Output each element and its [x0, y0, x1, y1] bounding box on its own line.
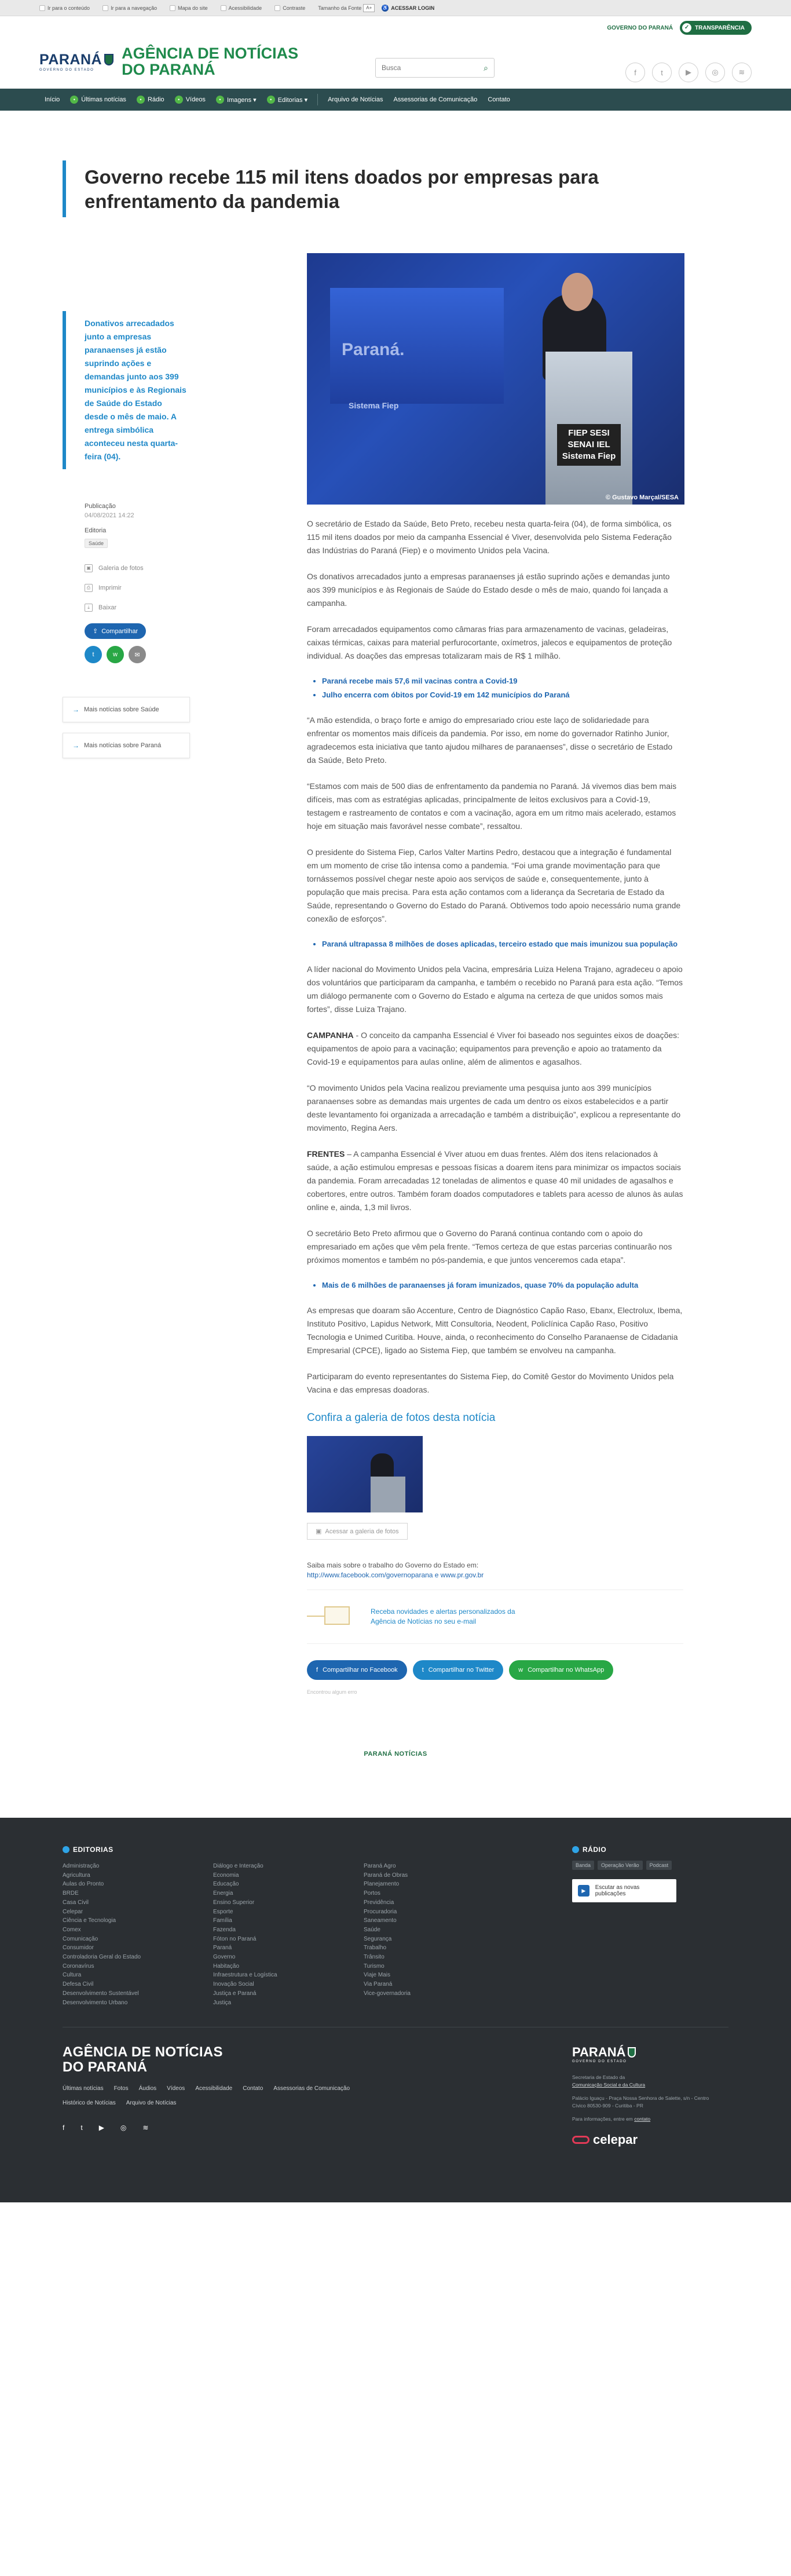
twitter-share-icon[interactable]: t — [85, 646, 102, 663]
footer-editoria-link[interactable]: Casa Civil — [63, 1899, 89, 1906]
accessibility-link-label: Contraste — [283, 5, 306, 11]
tool-2[interactable] — [85, 604, 190, 612]
footer-editoria-link[interactable]: Cultura — [63, 1972, 82, 1979]
nav-item[interactable] — [170, 89, 211, 111]
transparency-label: TRANSPARÊNCIA — [695, 24, 745, 31]
footer-editoria-link[interactable]: Turismo — [364, 1963, 384, 1970]
related-news-2 — [322, 938, 708, 950]
related-news-link[interactable]: • Mais de 6 milhões de paranaenses já foram imunizados, quase 70% da população adulta — [322, 1280, 681, 1291]
article-meta — [63, 503, 190, 663]
footer-editoria-link[interactable]: Esporte — [213, 1908, 233, 1915]
footer-seal-icon — [628, 2047, 636, 2058]
footer-editoria-link[interactable]: Desenvolvimento Sustentável — [63, 1990, 139, 1997]
paragraph-text: O secretário Beto Preto afirmou que o Governo do Paraná continua contando com o apoio do empresariado em ações que vêm pela frente. “Temos certeza de que estas parcerias continuarão nos próximos momentos e também no pós-pandemia, e que juntos venceremos cada etapa”. — [307, 1229, 672, 1265]
arrow-right-icon: → — [72, 706, 79, 714]
footer-editoria-link[interactable]: Ensino Superior — [213, 1899, 255, 1906]
footer-secretaria — [572, 2074, 717, 2123]
nav-item-label: Rádio — [147, 96, 164, 103]
footer-link[interactable]: Histórico de Notícias — [63, 2100, 116, 2107]
nav-secondary-item[interactable]: Arquivo de Notícias — [328, 96, 383, 103]
logo-word: PARANÁ — [39, 51, 102, 68]
footer-editoria-link[interactable]: Vice-governadoria — [364, 1990, 411, 1997]
footer-editoria-link[interactable]: Paraná Agro — [364, 1863, 396, 1869]
paragraph-text: As empresas que doaram são Accenture, Centro de Diagnóstico Capão Raso, Ebanx, Electrolux, Ibema, Instituto Positivo, Lapidus Network, Mitt Consultoria, Neodent, Policlínica Capão Raso, Positivo Tecnologia e Unimed Curitiba. Houve, ainda, o reconhecimento do Conselho Paranaense de Cidadania Empresarial (CPCE), ligado ao Sistema Fiep, que também se envolveu na campanha. — [307, 1306, 683, 1355]
gallery-button-label: Acessar a galeria de fotos — [325, 1528, 399, 1535]
facebook-icon[interactable]: f — [625, 63, 645, 82]
agency-title-line1: AGÊNCIA DE NOTÍCIAS — [122, 45, 299, 62]
know-more — [307, 1561, 708, 1580]
facebook-share-button[interactable] — [307, 1660, 407, 1680]
photo-sistema-text: Sistema Fiep — [349, 401, 399, 410]
twitter-icon[interactable]: t — [652, 63, 672, 82]
accessibility-link-icon — [274, 5, 280, 11]
editoria-badge[interactable]: Saúde — [85, 539, 108, 548]
footer-editoria-link[interactable]: Administração — [63, 1863, 100, 1869]
share-bottom — [307, 1660, 708, 1680]
footer-editoria-link[interactable]: Governo — [213, 1954, 236, 1961]
nav-item-label: Últimas notícias — [81, 96, 126, 103]
tool-0[interactable] — [85, 564, 190, 572]
related-news-link[interactable]: • Paraná ultrapassa 8 milhões de doses aplicadas, terceiro estado que mais imunizou sua população — [322, 938, 681, 950]
nav-item[interactable] — [262, 89, 313, 111]
footer-editoria-link[interactable]: Planejamento — [364, 1881, 400, 1888]
tool-1[interactable] — [85, 584, 190, 592]
play-icon: ▶ — [578, 1885, 589, 1897]
footer-editoria-link[interactable]: Coronavírus — [63, 1963, 94, 1970]
accessibility-link-label: Mapa do site — [178, 5, 208, 11]
agency-title-line2: DO PARANÁ — [122, 61, 215, 78]
footer-link[interactable]: Contato — [243, 2085, 263, 2092]
sidebar-share — [85, 623, 190, 663]
paragraph-text: “O movimento Unidos pela Vacina realizou previamente uma pesquisa junto aos 399 municípios paranaenses sobre as demandas mais urgentes de cada um dentro os eixos estabelecidos e a partir deste levantamento foi organizada a arrecadação e também a distribuição”, explicou a representante do movimento, Regina Aers. — [307, 1083, 681, 1132]
whatsapp-icon: w — [518, 1667, 523, 1674]
footer-address: Palácio Iguaçu - Praça Nossa Senhora de Salette, s/n - Centro Cívico 80530-909 - Curitiba - PR — [572, 2095, 709, 2109]
gov-link[interactable]: GOVERNO DO PARANÁ — [607, 24, 673, 31]
article-paragraph — [307, 963, 683, 1016]
footer-editoria-link[interactable]: Aulas do Pronto — [63, 1881, 104, 1888]
nav-item-label: Editorias ▾ — [277, 96, 308, 104]
accessibility-link[interactable] — [170, 5, 208, 11]
envelope-icon — [307, 1604, 353, 1629]
footer-editoria-link[interactable]: Comex — [63, 1926, 81, 1933]
footer-agency-line1: AGÊNCIA DE NOTÍCIAS — [63, 2044, 223, 2060]
newsletter-text: Receba novidades e alertas personalizados da Agência de Notícias no seu e-mail — [371, 1607, 515, 1625]
related-news-3 — [322, 1280, 708, 1291]
header-social — [625, 63, 752, 82]
radio-card[interactable] — [572, 1879, 676, 1902]
radio-heading — [572, 1846, 717, 1854]
footer-editoria-link[interactable]: Comunicação — [63, 1935, 98, 1942]
footer-link[interactable]: Fotos — [113, 2085, 129, 2092]
login-label: ACESSAR LOGIN — [391, 5, 435, 11]
search-box — [375, 58, 495, 78]
footer-editoria-link[interactable]: Celepar — [63, 1908, 83, 1915]
twitter-icon: t — [422, 1667, 424, 1674]
related-news-link[interactable]: • Julho encerra com óbitos por Covid-19 em 142 municípios do Paraná — [322, 689, 681, 701]
share-button-label: Compartilhar no Twitter — [428, 1667, 495, 1674]
nav-item-label: Início — [45, 96, 60, 103]
gallery-thumbnail[interactable] — [307, 1436, 423, 1512]
nav-item-icon: • — [216, 96, 224, 104]
seal-icon — [104, 54, 113, 65]
gallery-podium — [371, 1477, 405, 1512]
accessibility-link-icon — [170, 5, 175, 11]
title-block — [63, 160, 647, 217]
nav-item-icon: • — [137, 96, 145, 104]
know-more-links[interactable]: http://www.facebook.com/governoparana e www.pr.gov.br — [307, 1571, 484, 1579]
editoria-label: Editoria — [85, 527, 107, 534]
whatsapp-share-button[interactable] — [509, 1660, 613, 1680]
footer-editoria-link[interactable]: BRDE — [63, 1890, 79, 1897]
footer-editoria-link[interactable]: Economia — [213, 1872, 239, 1879]
newsletter-banner[interactable] — [307, 1590, 683, 1644]
radio-section — [572, 1846, 717, 2007]
instagram-icon[interactable]: ◎ — [705, 63, 725, 82]
footer-editoria-link[interactable]: Previdência — [364, 1899, 394, 1906]
nav-secondary-item[interactable]: Assessorias de Comunicação — [393, 96, 478, 103]
photo-podium-text: FIEP SESI SENAI IEL Sistema Fiep — [557, 424, 621, 466]
paragraph-lead: CAMPANHA — [307, 1031, 354, 1040]
agency-title — [122, 45, 298, 78]
site-footer — [0, 1818, 791, 2202]
article — [39, 160, 752, 1757]
footer-link[interactable]: Últimas notícias — [63, 2085, 104, 2092]
gallery-button[interactable] — [307, 1523, 408, 1540]
nav-separator — [317, 94, 318, 105]
radio-tag[interactable]: Banda — [572, 1861, 594, 1870]
footer-agency[interactable] — [63, 2045, 572, 2075]
whatsapp-share-icon[interactable]: w — [107, 646, 124, 663]
nav-item-icon: • — [70, 96, 78, 104]
agency-mark: PARANÁ NOTÍCIAS — [364, 1751, 427, 1757]
gallery-icon: ▣ — [85, 564, 93, 572]
gallery-link[interactable]: Confira a galeria de fotos desta notícia — [307, 1412, 496, 1424]
main-navigation — [0, 89, 791, 111]
brand[interactable] — [39, 45, 298, 78]
article-paragraph — [307, 714, 683, 767]
font-size-label: Tamanho da Fonte — [318, 5, 362, 11]
footer-editoria-link[interactable]: Saneamento — [364, 1917, 397, 1924]
editorias-heading — [63, 1846, 572, 1854]
accessibility-link[interactable] — [221, 5, 262, 11]
paragraph-text: Os donativos arrecadados junto a empresas paranaenses já estão suprindo ações e demandas junto aos 399 municípios e às Regionais de Saúde do Estado desde o mês de maio, quando foi lançada a campanha. — [307, 572, 670, 608]
article-paragraph — [307, 1227, 683, 1267]
article-paragraph — [307, 1304, 683, 1357]
accessibility-link[interactable] — [274, 5, 305, 11]
footer-link[interactable]: Vídeos — [167, 2085, 185, 2092]
site-header — [0, 16, 791, 89]
more-news-label: Mais notícias sobre Saúde — [84, 706, 159, 713]
photo-person-head — [562, 273, 593, 311]
footer-parana-logo[interactable] — [572, 2045, 717, 2060]
article-paragraph — [307, 1370, 683, 1397]
photo-screen-text: Paraná. — [342, 340, 405, 359]
footer-editoria-link[interactable]: Inovação Social — [213, 1981, 254, 1988]
share-icon: ⇪ — [93, 628, 98, 635]
nav-item[interactable] — [65, 89, 131, 111]
radio-card-label: Escutar as novas publicações — [595, 1884, 640, 1897]
footer-editoria-link[interactable]: Ciência e Tecnologia — [63, 1917, 116, 1924]
related-news-link[interactable]: • Paraná recebe mais 57,6 mil vacinas contra a Covid-19 — [322, 675, 681, 687]
secretaria-label: Secretaria de Estado da — [572, 2074, 625, 2081]
radio-tag[interactable]: Operação Verão — [598, 1861, 643, 1870]
search-input[interactable] — [382, 64, 474, 72]
published-label: Publicação — [85, 503, 116, 510]
share-button[interactable] — [85, 623, 146, 639]
gov-links — [607, 21, 752, 35]
share-button-label: Compartilhar no WhatsApp — [528, 1667, 605, 1674]
footer-editoria-link[interactable]: Portos — [364, 1890, 380, 1897]
tool-label: Baixar — [98, 604, 117, 611]
accessibility-bar — [0, 0, 791, 16]
article-summary: Donativos arrecadados junto a empresas paranaenses já estão suprindo ações e demandas junto aos 399 municípios e às Regionais de Saúde do Estado desde o mês de maio. A entrega simbólica aconteceu nesta quarta-feira (04). — [63, 311, 190, 469]
info-label: Para informações, entre em — [572, 2116, 633, 2122]
footer-editoria-link[interactable]: Viaje Mais — [364, 1972, 390, 1979]
contact-link[interactable]: contato — [634, 2116, 651, 2122]
celepar-word: celepar — [593, 2132, 638, 2147]
download-icon: ⤓ — [85, 604, 93, 612]
rss-icon[interactable]: ≋ — [142, 2124, 149, 2132]
report-error[interactable]: Encontrou algum erro — [307, 1689, 357, 1695]
article-sidebar — [63, 311, 190, 758]
accessibility-link-icon — [102, 5, 108, 11]
footer-editoria-link[interactable]: Fazenda — [213, 1926, 236, 1933]
accessibility-link-label: Ir para a navegação — [111, 5, 158, 11]
footer-editoria-link[interactable]: Justiça — [213, 1999, 232, 2006]
editorias-title: EDITORIAS — [73, 1846, 113, 1854]
footer-parana-sub: GOVERNO DO ESTADO — [572, 2060, 627, 2064]
tool-label: Galeria de fotos — [98, 565, 144, 572]
footer-editoria-link[interactable]: Agricultura — [63, 1872, 90, 1879]
footer-editoria-link[interactable]: Desenvolvimento Urbano — [63, 1999, 128, 2006]
radio-icon — [572, 1846, 579, 1853]
footer-link[interactable]: Arquivo de Notícias — [126, 2100, 177, 2107]
facebook-icon: f — [316, 1667, 318, 1674]
accessibility-icon: ♿ — [382, 5, 389, 10]
paragraph-text: Participaram do evento representantes do Sistema Fiep, do Comitê Gestor do Movimento Unidos pela Vacina e das empresas doadoras. — [307, 1372, 674, 1394]
article-paragraph — [307, 623, 683, 663]
footer-link[interactable]: Áudios — [138, 2085, 157, 2092]
youtube-icon[interactable]: ▶ — [679, 63, 698, 82]
footer-editorias-column — [364, 1862, 514, 2007]
celepar-logo[interactable] — [572, 2132, 717, 2147]
image-icon: ▣ — [316, 1528, 322, 1535]
footer-editoria-link[interactable]: Paraná — [213, 1945, 232, 1952]
footer-editoria-link[interactable]: Trânsito — [364, 1954, 384, 1961]
footer-editoria-link[interactable]: Diálogo e Interação — [213, 1863, 263, 1869]
radio-tag[interactable]: Podcast — [646, 1861, 672, 1870]
nav-item-icon: • — [175, 96, 183, 104]
search-icon[interactable]: ⌕ — [484, 63, 488, 72]
youtube-icon[interactable]: ▶ — [98, 2124, 104, 2132]
article-paragraph — [307, 1148, 683, 1214]
paragraph-text: O presidente do Sistema Fiep, Carlos Valter Martins Pedro, destacou que a integração é fundamental em um momento de crise tão intensa como a pandemia. “Foi uma grande movimentação para que tornássemos possível chegar neste apoio aos serviços de saúde e, consequentemente, junto à população que mais precisa. Para esta ação contamos com a liderança da Secretaria de Estado da Saúde, representando o Governo do Estado do Paraná. Obtivemos todo apoio necessário numa grande conexão de esforços”. — [307, 847, 681, 923]
tool-label: Imprimir — [98, 584, 122, 591]
facebook-icon[interactable]: f — [63, 2124, 65, 2132]
share-label: Compartilhar — [101, 627, 138, 635]
paragraph-lead: FRENTES — [307, 1149, 345, 1159]
more-news-link[interactable] — [63, 697, 190, 722]
article-paragraph — [307, 517, 683, 557]
accessibility-link[interactable] — [39, 5, 90, 11]
font-increase-button[interactable]: A+ — [363, 4, 375, 12]
print-icon: ⎙ — [85, 584, 93, 592]
paragraph-text: A líder nacional do Movimento Unidos pela Vacina, empresária Luiza Helena Trajano, agradeceu o apoio dos voluntários que participaram da campanha, e também o recebido no Paraná para esta ação. “Temos um diálogo permanente com o Governo do Estado e alguma na certeza de que unidos somos mais fortes”, disse Luiza Trajano. — [307, 964, 683, 1014]
transparency-icon: ✓ — [682, 23, 691, 32]
footer-editoria-link[interactable]: Consumidor — [63, 1945, 94, 1952]
nav-item-label: Imagens ▾ — [226, 96, 257, 104]
footer-editoria-link[interactable]: Infraestrutura e Logística — [213, 1972, 277, 1979]
published-value: 04/08/2021 14:22 — [85, 512, 134, 519]
nav-item-icon: • — [267, 96, 275, 104]
footer-link[interactable]: Acessibilidade — [195, 2085, 233, 2092]
secretaria-link[interactable]: Comunicação Social e da Cultura — [572, 2082, 646, 2088]
transparency-button[interactable] — [680, 21, 752, 35]
accessibility-link-label: Ir para o conteúdo — [47, 5, 90, 11]
nav-item[interactable] — [211, 89, 262, 111]
more-news-label: Mais notícias sobre Paraná — [84, 742, 162, 749]
instagram-icon[interactable]: ◎ — [120, 2124, 127, 2132]
twitter-icon[interactable]: t — [80, 2124, 83, 2132]
photo-credit: © Gustavo Marçal/SESA — [605, 494, 679, 501]
article-title: Governo recebe 115 mil itens doados por empresas para enfrentamento da pandemia — [85, 166, 599, 212]
article-paragraph — [307, 570, 683, 610]
footer-editorias-column — [213, 1862, 364, 2007]
more-news-link[interactable] — [63, 733, 190, 758]
twitter-share-button[interactable] — [413, 1660, 504, 1680]
footer-editoria-link[interactable]: Família — [213, 1917, 232, 1924]
footer-editoria-link[interactable]: Paraná de Obras — [364, 1872, 408, 1879]
footer-agency-line2: DO PARANÁ — [63, 2059, 148, 2076]
rss-icon[interactable]: ≋ — [732, 63, 752, 82]
accessibility-link-icon — [221, 5, 226, 11]
article-content — [307, 253, 708, 1757]
footer-editoria-link[interactable]: Saúde — [364, 1926, 380, 1933]
article-paragraph — [307, 780, 683, 833]
footer-editorias-column — [63, 1862, 213, 2007]
hero-image[interactable] — [307, 253, 684, 505]
logo-sub: GOVERNO DO ESTADO — [39, 68, 94, 72]
paragraph-text: – A campanha Essencial é Viver atuou em duas frentes. Além dos itens relacionados à saúde, a ação estimulou empresas e pessoas físicas a doarem itens para minimizar os impactos sociais da pandemia. Foram arrecadadas 12 toneladas de alimentos e quase 40 mil unidades de agasalhos e cobertores, entre outros. Também foram doados computadores e tablets para acesso de alunos às aulas online e, ainda, 1,3 mil livros. — [307, 1149, 683, 1212]
footer-editoria-link[interactable]: Trabalho — [364, 1945, 387, 1952]
footer-editoria-link[interactable]: Procuradoria — [364, 1908, 397, 1915]
editorias-icon — [63, 1846, 69, 1853]
footer-link[interactable]: Assessorias de Comunicação — [273, 2085, 350, 2092]
login-link[interactable] — [382, 5, 434, 12]
font-size-control — [318, 4, 375, 12]
accessibility-link-icon — [39, 5, 45, 11]
celepar-mark-icon — [572, 2136, 589, 2144]
paragraph-text: “Estamos com mais de 500 dias de enfrentamento da pandemia no Paraná. Já vivemos dias bem mais difíceis, mas com as estratégias aplicadas, principalmente de leitos exclusivos para a Covid-19, testagem e rastreamento de contatos e com a vacinação, agora em um ritmo mais acelerado, estamos hoje em situação mais favorável nesse combate”, ressaltou. — [307, 781, 677, 831]
nav-secondary-item[interactable]: Contato — [488, 96, 510, 103]
nav-item-label: Vídeos — [185, 96, 206, 103]
footer-editoria-link[interactable]: Justiça e Paraná — [213, 1990, 257, 1997]
know-more-text: Saiba mais sobre o trabalho do Governo do Estado em: — [307, 1561, 479, 1569]
footer-editoria-link[interactable]: Habitação — [213, 1963, 240, 1970]
footer-editoria-link[interactable]: Energia — [213, 1890, 233, 1897]
footer-editoria-link[interactable]: Controladoria Geral do Estado — [63, 1954, 141, 1961]
paragraph-text: - O conceito da campanha Essencial é Viver foi baseado nos seguintes eixos de doações: equipamentos de apoio para a vacinação; equipamentos para prevenção e apoio ao tratamento da Covid-19 e equipamentos para aulas online, além de alimentos e agasalhos. — [307, 1031, 680, 1066]
accessibility-link-label: Acessibilidade — [228, 5, 262, 11]
email-share-icon[interactable]: ✉ — [129, 646, 146, 663]
article-paragraph — [307, 846, 683, 926]
footer-editoria-link[interactable]: Fóton no Paraná — [213, 1935, 257, 1942]
paragraph-text: Foram arrecadados equipamentos como câmaras frias para armazenamento de vacinas, geladeiras, caixas térmicas, caixas para material perfurocortante, oxímetros, jalecos e equipamentos de proteção individual. As doações das empresas totalizaram mais de R$ 1 milhão. — [307, 624, 672, 660]
accessibility-link[interactable] — [102, 5, 157, 11]
footer-parana-word: PARANÁ — [572, 2045, 626, 2060]
footer-editoria-link[interactable]: Educação — [213, 1881, 239, 1888]
footer-editoria-link[interactable]: Defesa Civil — [63, 1981, 94, 1988]
footer-editoria-link[interactable]: Segurança — [364, 1935, 392, 1942]
nav-item[interactable] — [131, 89, 170, 111]
article-paragraph — [307, 1029, 683, 1069]
paragraph-text: “A mão estendida, o braço forte e amigo do empresariado criou este laço de solidariedade para enfrentar os momentos mais difíceis da pandemia. Por isso, em nome do governador Ratinho Junior, agradecemos esta iniciativa que tanto ajudou milhares de paranaenses”, disse o secretário de Estado da Saúde, Beto Preto. — [307, 715, 673, 765]
parana-logo — [39, 52, 113, 72]
nav-item[interactable] — [39, 89, 65, 111]
article-paragraph — [307, 1081, 683, 1135]
related-news-1 — [322, 675, 708, 701]
footer-editoria-link[interactable]: Via Paraná — [364, 1981, 393, 1988]
radio-title: RÁDIO — [583, 1846, 607, 1854]
share-button-label: Compartilhar no Facebook — [323, 1667, 398, 1674]
paragraph-text: O secretário de Estado da Saúde, Beto Preto, recebeu nesta quarta-feira (04), de forma simbólica, os 115 mil itens doados por meio da campanha Essencial é Viver, desenvolvida pelo Sistema Federação das Indústrias do Paraná (Fiep) e o movimento Unidos pela Vacina. — [307, 519, 672, 555]
arrow-right-icon: → — [72, 741, 79, 750]
